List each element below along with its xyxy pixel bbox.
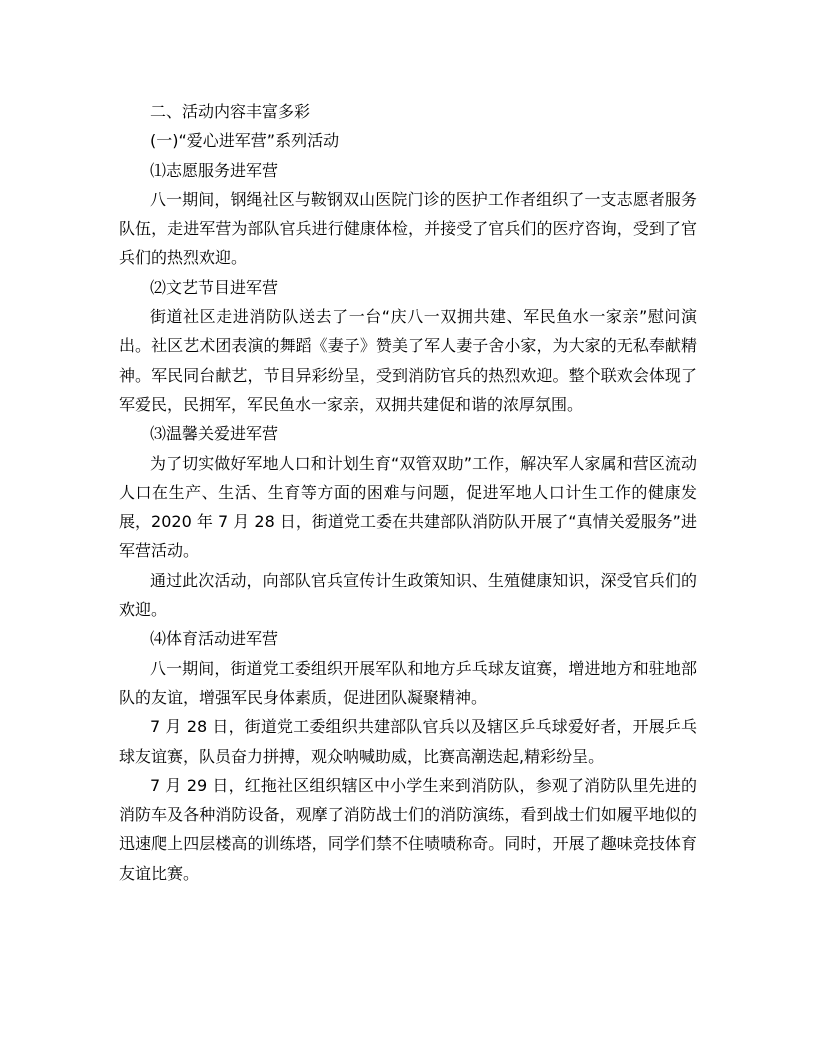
paragraph: 通过此次活动，向部队官兵宣传计生政策知识、生殖健康知识，深受官兵们的欢迎。 [119,570,697,620]
paragraph: 7 月 28 日，街道党工委组织共建部队官兵以及辖区乒乓球爱好者，开展乒乓球友谊赛，队员奋力拼搏，观众呐喊助威，比赛高潮迭起,精彩纷呈。 [119,717,697,766]
paragraph: 街道社区走进消防队送去了一台“庆八一双拥共建、军民鱼水一家亲”慰问演出。社区艺术团表演的舞蹈《妻子》赞美了军人妻子舍小家，为大家的无私奉献精神。军民同台献艺，节目异彩纷呈，受到消防官兵的热烈欢迎。整个联欢会体现了军爱民，民拥军，军民鱼水一家亲，双拥共建促和谐的浓厚氛围。 [119,307,697,414]
document-page [119,97,697,888]
paragraph: 为了切实做好军地人口和计划生育“双管双助”工作，解决军人家属和营区流动人口在生产、生活、生育等方面的困难与问题，促进军地人口计生工作的健康发展，2020 年 7 月 28 日，街道党工委在共建部队消防队开展了“真情关爱服务”进军营活动。 [119,453,697,561]
item-heading-care: ⑶温馨关爱进军营 [150,424,279,444]
paragraph: 7 月 29 日，红拖社区组织辖区中小学生来到消防队，参观了消防队里先进的消防车及各种消防设备，观摩了消防战士们的消防演练，看到战士们如履平地似的迅速爬上四层楼高的训练塔，同学们禁不住啧啧称奇。同时，开展了趣味竞技体育友谊比赛。 [119,775,697,883]
subsection-title: (一)“爱心进军营”系列活动 [150,131,340,151]
paragraph: 八一期间，钢绳社区与鞍钢双山医院门诊的医护工作者组织了一支志愿者服务队伍，走进军营为部队官兵进行健康体检，并接受了官兵们的医疗咨询，受到了官兵们的热烈欢迎。 [119,189,697,268]
section-title: 二、活动内容丰富多彩 [150,102,311,121]
item-heading-performance: ⑵文艺节目进军营 [150,277,279,297]
item-heading-volunteer: ⑴志愿服务进军营 [150,160,279,180]
paragraph: 八一期间，街道党工委组织开展军队和地方乒乓球友谊赛，增进地方和驻地部队的友谊，增强军民身体素质，促进团队凝聚精神。 [119,658,697,707]
item-heading-sports: ⑷体育活动进军营 [150,629,279,649]
